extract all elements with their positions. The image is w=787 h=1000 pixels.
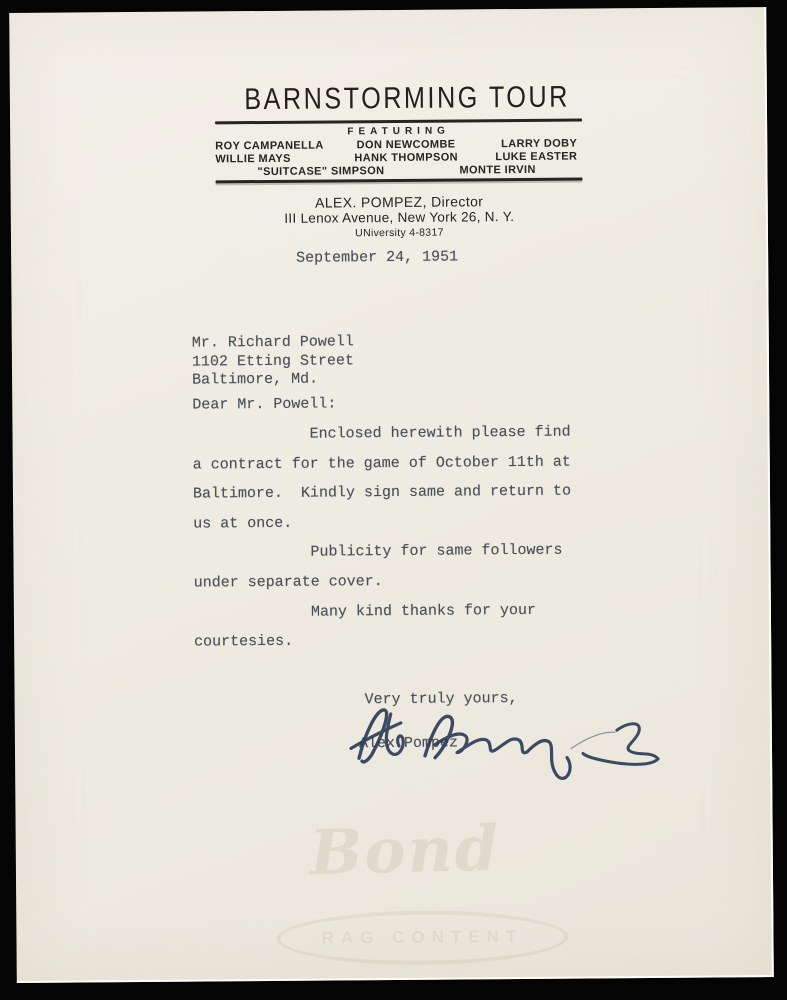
player-name: LUKE EASTER [495,150,578,164]
salutation: Dear Mr. Powell: [192,395,337,414]
recipient-address-block: Mr. Richard Powell 1102 Etting Street Baltimore, Md. [191,333,355,389]
letterhead-address: III Lenox Avenue, New York 26, N. Y. [284,209,515,226]
closing-line: Very truly yours, [364,690,518,709]
letter-date: September 24, 1951 [296,248,459,267]
player-name: DON NEWCOMBE [356,138,456,152]
typed-signature-name: Alex Pompez [358,734,459,753]
letter-body: Enclosed herewith please find a contract for the game of October 11th at Baltimore. Kindly sign same and return to us at once. Publicity for same followers under separate cover. Many kind thanks for your courtesies. [192,423,572,651]
letterhead-phone: UNiversity 4-8317 [355,226,444,240]
featuring-label: FEATURING [347,125,450,138]
player-name: HANK THOMPSON [354,151,459,165]
letter-paper [9,7,774,983]
watermark-bond-script: Bond [308,811,501,890]
letterhead-divider-top [215,118,582,124]
player-name: ROY CAMPANELLA [215,139,324,153]
player-name: LARRY DOBY [501,137,578,151]
letterhead-title: BARNSTORMING TOUR [244,80,571,117]
player-name: "SUITCASE" SIMPSON [257,165,385,179]
player-name: MONTE IRVIN [459,163,536,177]
watermark-rag-content-oval [276,910,568,966]
director-line: ALEX. POMPEZ, Director [314,193,484,211]
watermark-oval-text: RAG CONTENT [321,926,524,948]
player-name: WILLIE MAYS [215,152,291,166]
